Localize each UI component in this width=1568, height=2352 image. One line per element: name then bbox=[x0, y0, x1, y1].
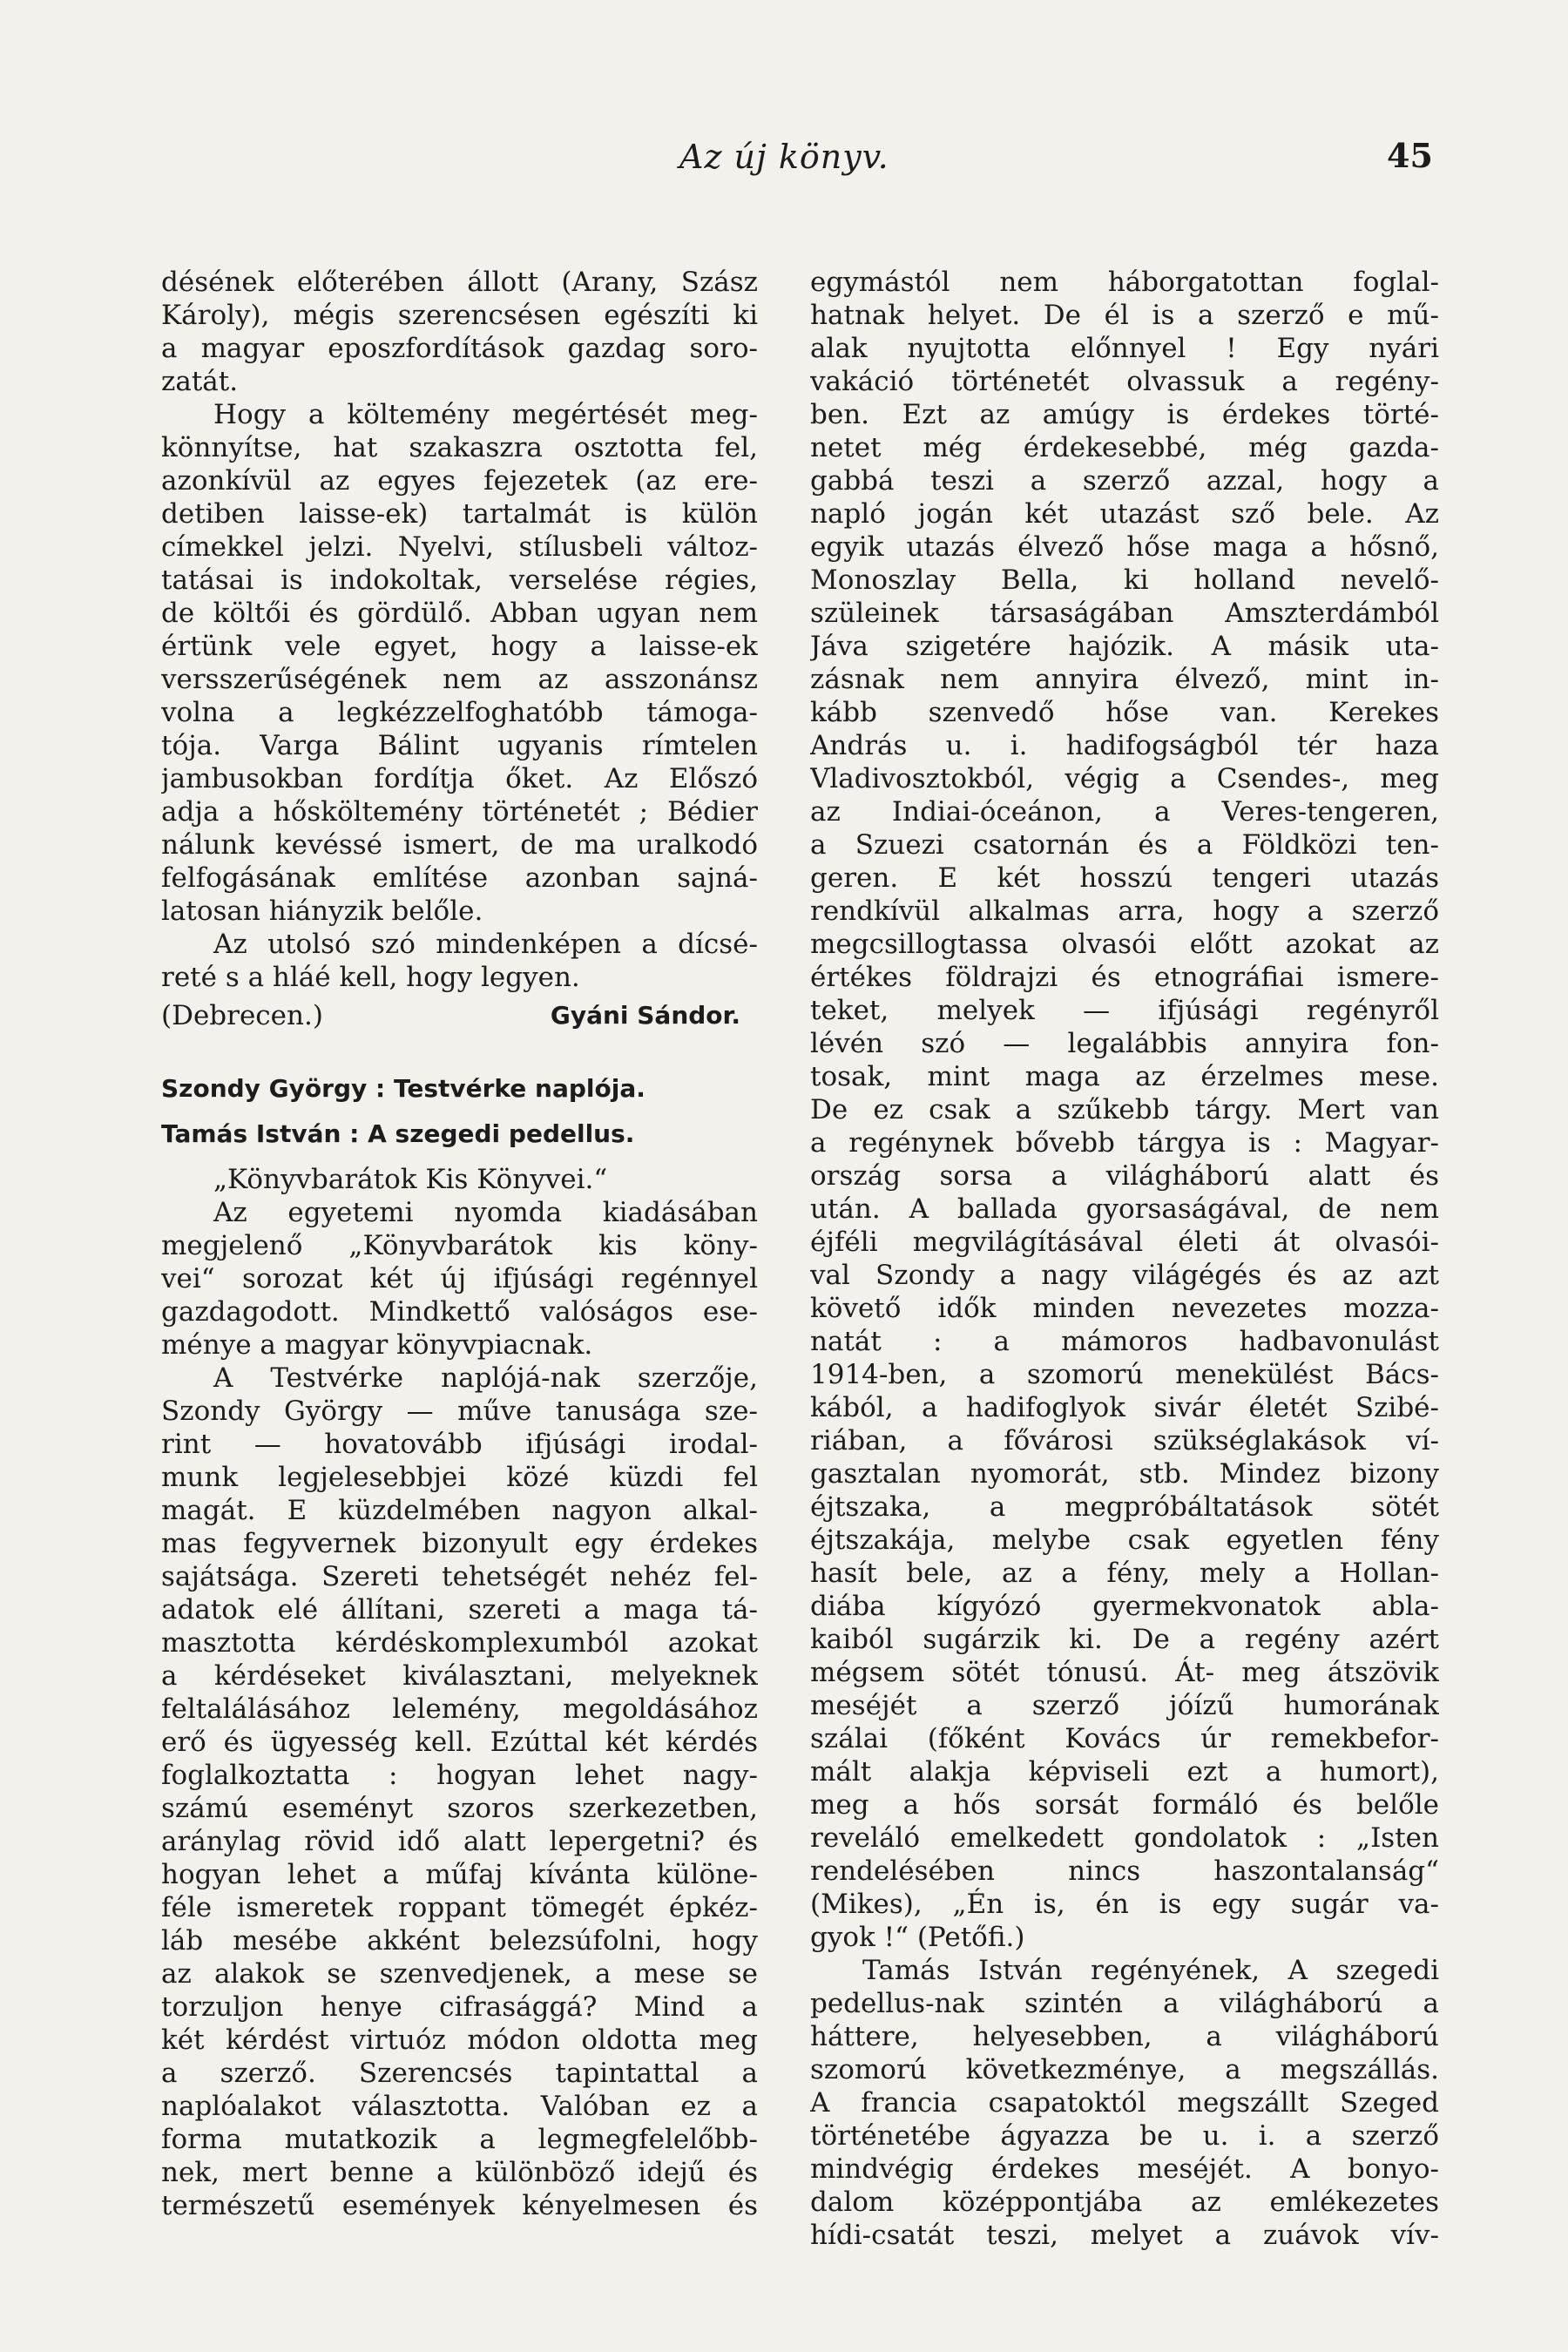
text-line: A francia csapatoktól megszállt Szeged bbox=[810, 2087, 1439, 2119]
text-line: natát : a mámoros hadbavonulást bbox=[810, 1326, 1439, 1357]
text-line: geren. E két hosszú tengeri utazás bbox=[810, 862, 1439, 894]
text-line: mégsem sötét tónusú. Át- meg átszövik bbox=[810, 1657, 1439, 1688]
text-line: teket, melyek — ifjúsági regényről bbox=[810, 995, 1439, 1026]
text-line: címekkel jelzi. Nyelvi, stílusbeli változ- bbox=[161, 531, 758, 563]
text-line: az Indiai-óceánon, a Veres-tengeren, bbox=[810, 796, 1439, 828]
text-line: hídi-csatát teszi, melyet a zuávok vív- bbox=[810, 2220, 1439, 2251]
text-line: hatnak helyet. De él is a szerző e mű- bbox=[810, 300, 1439, 331]
review-signature bbox=[161, 999, 758, 1032]
page-number: 45 bbox=[1387, 136, 1433, 175]
text-line: magát. E küzdelmében nagyon alkal- bbox=[161, 1495, 758, 1526]
text-line: féle ismeretek roppant tömegét épkéz- bbox=[161, 1892, 758, 1923]
series-title: „Könyvbarátok Kis Könyvei.“ bbox=[213, 1164, 608, 1195]
text-line: kább szenvedő hőse van. Kerekes bbox=[810, 697, 1439, 728]
text-line: mas fegyvernek bizonyult egy érdekes bbox=[161, 1528, 758, 1559]
text-line: detiben laisse-ek) tartalmát is külön bbox=[161, 498, 758, 530]
text-line: láb mesébe akként belezsúfolni, hogy bbox=[161, 1925, 758, 1957]
text-line: riában, a fővárosi szükséglakások ví- bbox=[810, 1425, 1439, 1456]
text-line: (Mikes), „Én is, én is egy sugár va- bbox=[810, 1889, 1439, 1920]
text-line: netet még érdekesebbé, még gazda- bbox=[810, 432, 1439, 463]
text-line: a magyar eposzfordítások gazdag soro- bbox=[161, 333, 758, 364]
text-line: egyik utazás élvező hőse maga a hősnő, bbox=[810, 531, 1439, 563]
text-line: hogyan lehet a műfaj kívánta különe- bbox=[161, 1859, 758, 1890]
text-line: naplóalakot választotta. Valóban ez a bbox=[161, 2091, 758, 2122]
text-line: két kérdést virtuóz módon oldotta meg bbox=[161, 2024, 758, 2056]
text-line: éjtszakája, melybe csak egyetlen fény bbox=[810, 1524, 1439, 1556]
text-line: könnyítse, hat szakaszra osztotta fel, bbox=[161, 432, 758, 463]
text-line: Szondy György — műve tanusága sze- bbox=[161, 1396, 758, 1427]
text-line: megcsillogtassa olvasói előtt azokat az bbox=[810, 929, 1439, 960]
text-line: ménye a magyar könyvpiacnak. bbox=[161, 1329, 593, 1361]
text-line: éjtszaka, a megpróbáltatások sötét bbox=[810, 1491, 1439, 1523]
text-line: A Testvérke naplójá-nak szerzője, bbox=[213, 1362, 758, 1394]
text-line: désének előterében állott (Arany, Szász bbox=[161, 267, 758, 298]
text-line: meg a hős sorsát formáló és belőle bbox=[810, 1789, 1439, 1821]
text-line: De ez csak a szűkebb tárgy. Mert van bbox=[810, 1094, 1439, 1125]
text-line: követő idők minden nevezetes mozza- bbox=[810, 1293, 1439, 1324]
signature-place: (Debrecen.) bbox=[161, 1000, 323, 1031]
paragraph-translation-notes bbox=[161, 398, 758, 928]
book-heading-1: Szondy György : Testvérke naplója. bbox=[161, 1074, 645, 1103]
text-line: val Szondy a nagy világégés és az azt bbox=[810, 1260, 1439, 1291]
text-line: adja a hősköltemény történetét ; Bédier bbox=[161, 796, 758, 828]
text-line: számú eseményt szoros szerkezetben, bbox=[161, 1793, 758, 1824]
book-heading-2: Tamás István : A szegedi pedellus. bbox=[161, 1119, 635, 1148]
text-line: ben. Ezt az amúgy is érdekes törté- bbox=[810, 399, 1439, 430]
text-line: meséjét a szerző jóízű humorának bbox=[810, 1690, 1439, 1721]
text-line: András u. i. hadifogságból tér haza bbox=[810, 730, 1439, 761]
paragraph-intro bbox=[161, 1196, 758, 1362]
text-line: kából, a hadifoglyok sivár életét Szibé- bbox=[810, 1392, 1439, 1423]
signature-author: Gyáni Sándor. bbox=[550, 1001, 740, 1030]
text-line: Tamás István regényének, A szegedi bbox=[862, 1955, 1439, 1986]
text-line: Hogy a költemény megértését meg- bbox=[213, 399, 758, 430]
text-line: ország sorsa a világháború alatt és bbox=[810, 1160, 1439, 1192]
text-line: jambusokban fordítja őket. Az Előszó bbox=[161, 763, 758, 794]
text-line: zatát. bbox=[161, 366, 239, 397]
text-line: mált alakja képviseli ezt a humort), bbox=[810, 1756, 1439, 1788]
text-line: megjelenő „Könyvbarátok kis köny- bbox=[161, 1230, 758, 1261]
text-line: vei“ sorozat két új ifjúsági regénnyel bbox=[161, 1263, 758, 1294]
paragraph-second-book bbox=[810, 1954, 1439, 2252]
text-line: latosan hiányzik belőle. bbox=[161, 896, 483, 927]
text-line: munk legjelesebbjei közé küzdi fel bbox=[161, 1462, 758, 1493]
text-line: versszerűségének nem az asszonánsz bbox=[161, 664, 758, 695]
text-line: dalom középpontjába az emlékezetes bbox=[810, 2186, 1439, 2218]
text-line: szálai (főként Kovács úr remekbefor- bbox=[810, 1723, 1439, 1754]
text-line: azonkívül az egyes fejezetek (az ere- bbox=[161, 465, 758, 497]
text-line: adatok elé állítani, szereti a maga tá- bbox=[161, 1594, 758, 1625]
text-line: forma mutatkozik a legmegfelelőbb- bbox=[161, 2124, 758, 2155]
text-line: feltalálásához lelemény, megoldásához bbox=[161, 1693, 758, 1725]
text-line: foglalkoztatta : hogyan lehet nagy- bbox=[161, 1760, 758, 1791]
text-line: a Szuezi csatornán és a Földközi ten- bbox=[810, 829, 1439, 861]
text-line: az alakok se szenvedjenek, a mese se bbox=[161, 1958, 758, 1990]
text-line: Károly), mégis szerencsésen egészíti ki bbox=[161, 300, 758, 331]
paragraph-review-continued bbox=[810, 266, 1439, 1954]
text-line: diába kígyózó gyermekvonatok abla- bbox=[810, 1591, 1439, 1622]
text-line: reveláló emelkedett gondolatok : „Isten bbox=[810, 1822, 1439, 1854]
text-line: mindvégig érdekes meséjét. A bonyo- bbox=[810, 2153, 1439, 2185]
text-line: alak nyujtotta előnnyel ! Egy nyári bbox=[810, 333, 1439, 364]
paragraph-closing bbox=[161, 928, 758, 994]
text-line: háttere, helyesebben, a világháború bbox=[810, 2021, 1439, 2052]
text-line: rint — hovatovább ifjúsági irodal- bbox=[161, 1429, 758, 1460]
text-line: éjféli megvilágításával életi át olvasói- bbox=[810, 1227, 1439, 1258]
text-line: aránylag rövid idő alatt lepergetni? és bbox=[161, 1826, 758, 1857]
text-line: Monoszlay Bella, ki holland nevelő- bbox=[810, 564, 1439, 596]
text-line: szüleinek társaságában Amszterdámból bbox=[810, 598, 1439, 629]
text-line: nek, mert benne a különböző idejű és bbox=[161, 2157, 758, 2188]
text-line: nálunk kevéssé ismert, de ma uralkodó bbox=[161, 829, 758, 861]
text-line: szomorú következménye, a megszállás. bbox=[810, 2054, 1439, 2085]
right-column bbox=[810, 266, 1439, 2252]
text-line: sajátsága. Szereti tehetségét nehéz fel- bbox=[161, 1561, 758, 1592]
text-line: felfogásának említése azonban sajná- bbox=[161, 862, 758, 894]
text-line: masztotta kérdéskomplexumból azokat bbox=[161, 1627, 758, 1659]
running-header: Az új könyv. bbox=[679, 138, 889, 176]
text-line: vakáció történetét olvassuk a regény- bbox=[810, 366, 1439, 397]
paragraph-review-body bbox=[161, 1362, 758, 2222]
text-line: napló jogán két utazást sző bele. Az bbox=[810, 498, 1439, 530]
text-line: tója. Varga Bálint ugyanis rímtelen bbox=[161, 730, 758, 761]
text-line: értünk vele egyet, hogy a laisse-ek bbox=[161, 631, 758, 662]
text-line: Jáva szigetére hajózik. A másik uta- bbox=[810, 631, 1439, 662]
text-line: kaiból sugárzik ki. De a regény azért bbox=[810, 1624, 1439, 1655]
text-line: gyok !“ (Petőfi.) bbox=[810, 1922, 1025, 1953]
text-line: pedellus-nak szintén a világháború a bbox=[810, 1988, 1439, 2019]
text-line: volna a legkézzelfoghatóbb támoga- bbox=[161, 697, 758, 728]
text-line: rendelésében nincs haszontalanság“ bbox=[810, 1855, 1439, 1887]
text-line: a szerző. Szerencsés tapintattal a bbox=[161, 2058, 758, 2089]
text-line: tatásai is indokoltak, verselése régies, bbox=[161, 564, 758, 596]
text-line: természetű események kényelmesen és bbox=[161, 2190, 758, 2221]
text-line: zásnak nem annyira élvező, mint in- bbox=[810, 664, 1439, 695]
text-line: után. A ballada gyorsaságával, de nem bbox=[810, 1193, 1439, 1225]
paragraph-continuation bbox=[161, 266, 758, 398]
text-line: tosak, mint maga az érzelmes mese. bbox=[810, 1061, 1439, 1092]
text-line: egymástól nem háborgatottan foglal- bbox=[810, 267, 1439, 298]
text-line: gabbá teszi a szerző azzal, hogy a bbox=[810, 465, 1439, 497]
text-line: értékes földrajzi és etnográfiai ismere- bbox=[810, 962, 1439, 993]
text-line: hasít bele, az a fény, mely a Hollan- bbox=[810, 1558, 1439, 1589]
text-line: torzuljon henye cifrasággá? Mind a bbox=[161, 1991, 758, 2023]
text-line: lévén szó — legalábbis annyira fon- bbox=[810, 1028, 1439, 1059]
text-line: Vladivosztokból, végig a Csendes-, meg bbox=[810, 763, 1439, 794]
text-line: reté s a hláé kell, hogy legyen. bbox=[161, 962, 580, 993]
text-line: 1914-ben, a szomorú menekülést Bács- bbox=[810, 1359, 1439, 1390]
text-line: Az utolsó szó mindenképen a dícsé- bbox=[213, 929, 758, 960]
text-line: erő és ügyesség kell. Ezúttal két kérdés bbox=[161, 1727, 758, 1758]
text-line: gazdagodott. Mindkettő valóságos ese- bbox=[161, 1296, 758, 1328]
text-line: a kérdéseket kiválasztani, melyeknek bbox=[161, 1660, 758, 1692]
text-line: gasztalan nyomorát, stb. Mindez bizony bbox=[810, 1458, 1439, 1490]
text-line: de költői és gördülő. Abban ugyan nem bbox=[161, 598, 758, 629]
left-column bbox=[161, 266, 758, 2222]
text-line: rendkívül alkalmas arra, hogy a szerző bbox=[810, 896, 1439, 927]
text-line: Az egyetemi nyomda kiadásában bbox=[213, 1197, 758, 1228]
text-line: a regénynek bővebb tárgya is : Magyar- bbox=[810, 1127, 1439, 1159]
text-line: történetébe ágyazza be u. i. a szerző bbox=[810, 2120, 1439, 2152]
